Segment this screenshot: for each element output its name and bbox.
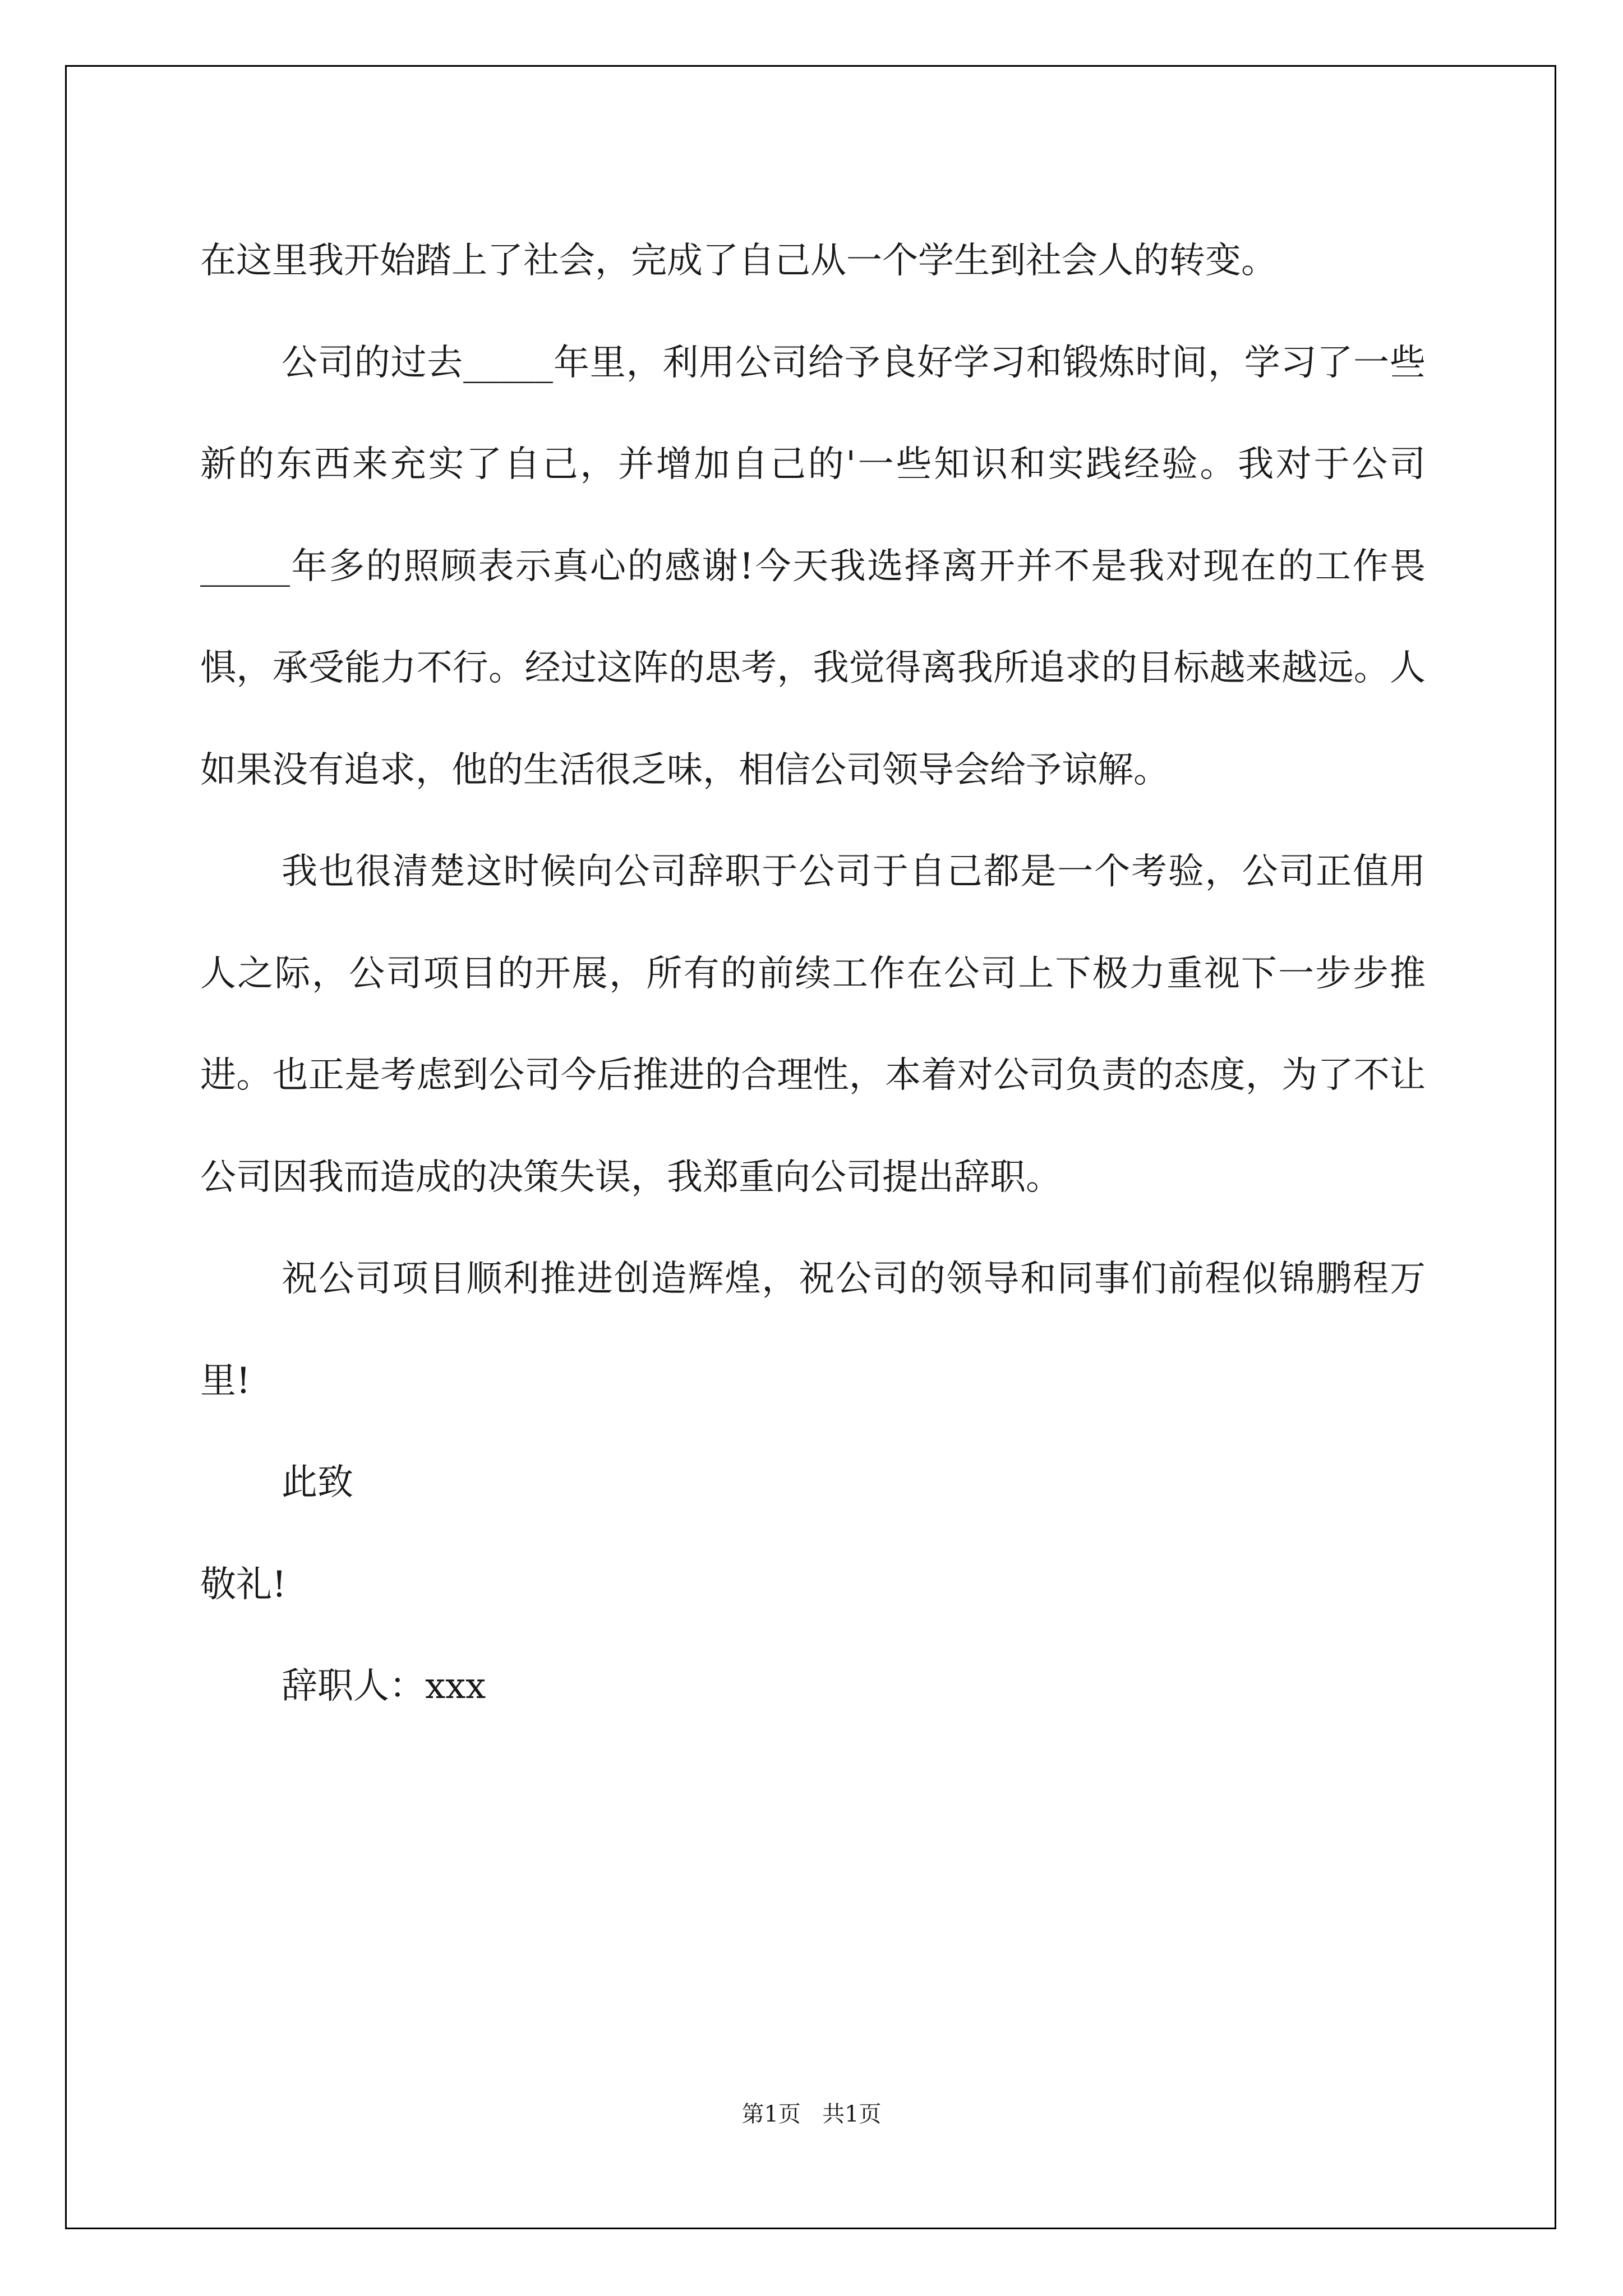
paragraph: 公司的过去_____年里，利用公司给予良好学习和锻炼时间，学习了一些新的东西来充实了自己，并增加自己的'一些知识和实践经验。我对于公司_____年多的照顾表示真心的感谢!今天我选择离开并不是我对现在的工作畏惧，承受能力不行。经过这阵的思考，我觉得离我所追求的目标越来越远。人如果没有追求，他的生活很乏味，相信公司领导会给予谅解。 — [200, 342, 1426, 791]
page-footer — [0, 2096, 1623, 2128]
closing-salutation: 此致 — [282, 1462, 353, 1503]
paragraph: 我也很清楚这时候向公司辞职于公司于自己都是一个考验，公司正值用人之际，公司项目的开展，所有的前续工作在公司上下极力重视下一步步推进。也正是考虑到公司今后推进的合理性，本着对公司负责的态度，为了不让公司因我而造成的决策失误，我郑重向公司提出辞职。 — [200, 851, 1426, 1198]
signature-line: 辞职人：xxx — [282, 1665, 486, 1707]
paragraph: 祝公司项目顺利推进创造辉煌，祝公司的领导和同事们前程似锦鹏程万里! — [200, 1258, 1426, 1402]
closing-regards: 敬礼! — [200, 1563, 287, 1605]
document-body — [200, 210, 1426, 1738]
page-total: 共1页 — [822, 2101, 882, 2127]
paragraph: 在这里我开始踏上了社会，完成了自己从一个学生到社会人的转变。 — [200, 240, 1277, 282]
page-number: 第1页 — [741, 2101, 801, 2127]
